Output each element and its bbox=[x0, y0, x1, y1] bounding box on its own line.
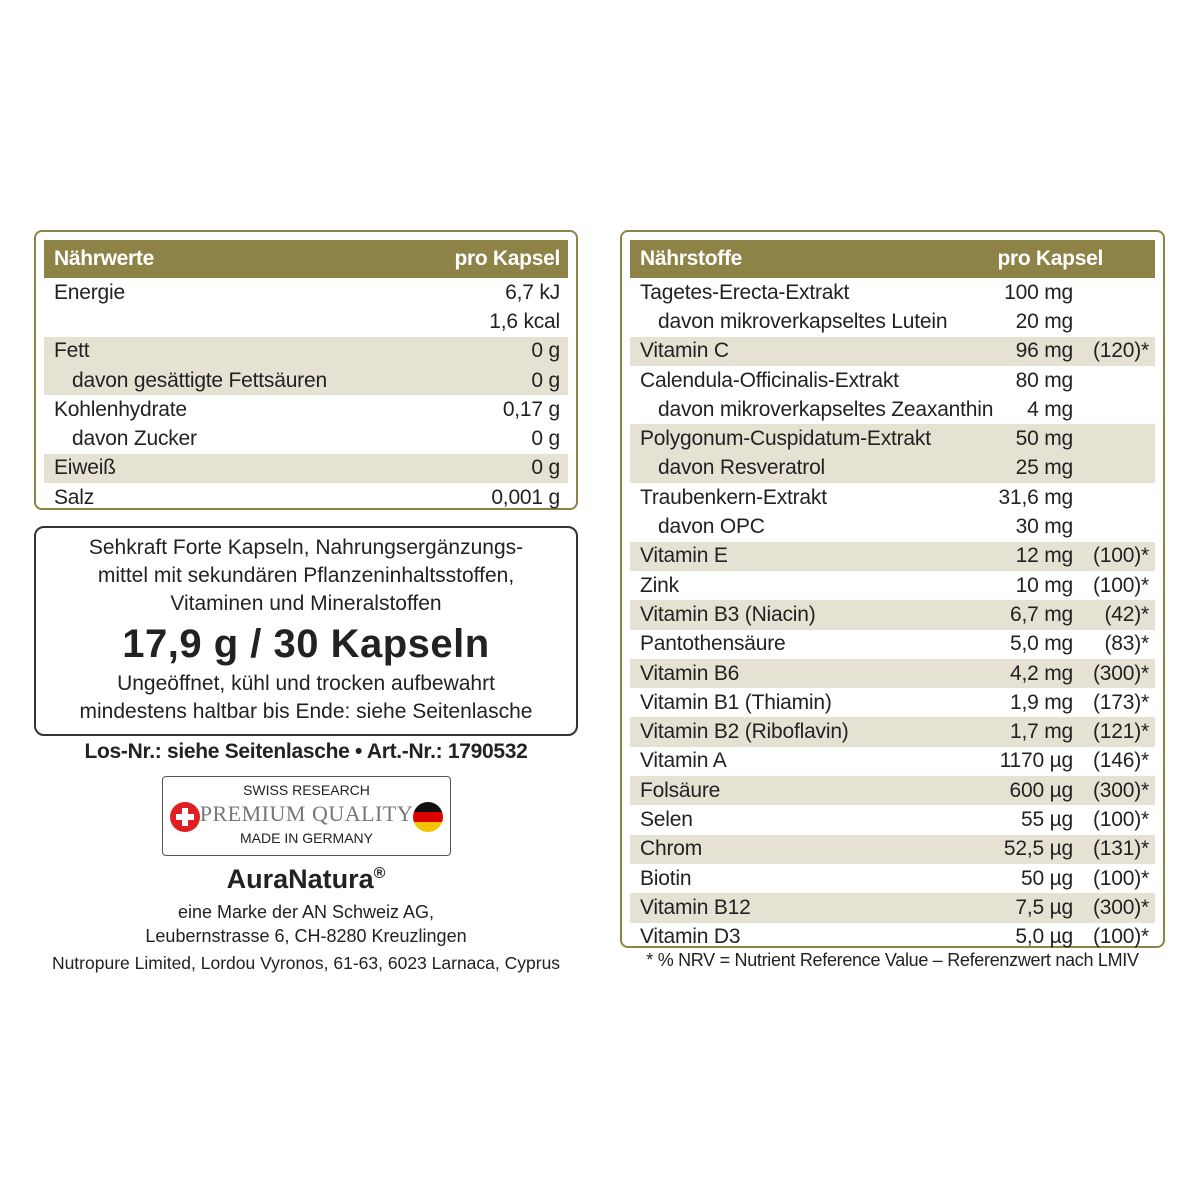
row-value: 0 g bbox=[531, 368, 560, 392]
table-row bbox=[630, 805, 1155, 834]
table-row bbox=[44, 366, 568, 395]
row-value: 5,0 µg bbox=[1015, 925, 1073, 949]
table-row bbox=[44, 337, 568, 366]
row-value: 52,5 µg bbox=[1003, 837, 1073, 861]
address-line: Leubernstrasse 6, CH-8280 Kreuzlingen bbox=[145, 926, 467, 946]
product-info-box bbox=[34, 526, 578, 736]
row-value: 1170 µg bbox=[999, 749, 1073, 773]
row-value: 25 mg bbox=[1015, 456, 1073, 480]
row-nrv: (300)* bbox=[1093, 778, 1149, 802]
row-value: 1,7 mg bbox=[1010, 720, 1073, 744]
row-nrv: (100)* bbox=[1093, 573, 1149, 597]
row-value: 1,6 kcal bbox=[489, 309, 560, 333]
table-row bbox=[630, 630, 1155, 659]
row-value: 55 µg bbox=[1021, 807, 1073, 831]
table-row bbox=[630, 747, 1155, 776]
product-quantity: 17,9 g / 30 Kapseln bbox=[122, 622, 490, 666]
row-nrv: (100)* bbox=[1093, 544, 1149, 568]
quality-badge bbox=[162, 776, 451, 856]
row-label: Eiweiß bbox=[54, 456, 116, 480]
row-nrv: (173)* bbox=[1093, 690, 1149, 714]
table-row bbox=[630, 512, 1155, 541]
row-label: Vitamin B2 (Riboflavin) bbox=[640, 720, 849, 744]
brand-label: AuraNatura bbox=[226, 864, 374, 894]
row-label: Polygonum-Cuspidatum-Extrakt bbox=[640, 427, 931, 451]
registered-mark: ® bbox=[373, 865, 386, 882]
product-description-line: mittel mit sekundären Pflanzeninhaltsstoffen, bbox=[97, 564, 515, 587]
row-label: Traubenkern-Extrakt bbox=[640, 485, 827, 509]
address-line: Nutropure Limited, Lordou Vyronos, 61-63, 6023 Larnaca, Cyprus bbox=[51, 953, 561, 973]
row-label: Vitamin C bbox=[640, 339, 729, 363]
table-row bbox=[630, 454, 1155, 483]
row-value: 0 g bbox=[531, 427, 560, 451]
swiss-flag-icon bbox=[169, 801, 201, 833]
row-value: 0,001 g bbox=[491, 485, 560, 509]
best-before-note: mindestens haltbar bis Ende: siehe Seitenlasche bbox=[79, 700, 533, 723]
row-value: 1,9 mg bbox=[1010, 690, 1073, 714]
row-value: 7,5 µg bbox=[1015, 895, 1073, 919]
naehrstoffe-header-unit: pro Kapsel bbox=[997, 247, 1103, 270]
naehrstoffe-header bbox=[630, 240, 1155, 278]
row-label: Vitamin E bbox=[640, 544, 728, 568]
row-label: Folsäure bbox=[640, 778, 721, 802]
row-label: Biotin bbox=[640, 866, 692, 890]
row-value: 80 mg bbox=[1015, 368, 1073, 392]
row-label: Salz bbox=[54, 485, 95, 509]
row-label: davon mikroverkapseltes Lutein bbox=[658, 309, 948, 333]
row-label: Chrom bbox=[640, 837, 703, 861]
table-row bbox=[630, 688, 1155, 717]
row-label: davon Resveratrol bbox=[658, 456, 826, 480]
address-line: eine Marke der AN Schweiz AG, bbox=[177, 902, 435, 922]
row-label: Fett bbox=[54, 339, 90, 363]
table-row bbox=[630, 659, 1155, 688]
table-row bbox=[630, 278, 1155, 307]
table-row bbox=[630, 307, 1155, 336]
row-value: 6,7 mg bbox=[1010, 602, 1073, 626]
row-label: Kohlenhydrate bbox=[54, 397, 187, 421]
row-value: 600 µg bbox=[1009, 778, 1073, 802]
table-row bbox=[630, 923, 1155, 952]
row-label: davon mikroverkapseltes Zeaxanthin bbox=[658, 397, 994, 421]
naehrwerte-header-unit: pro Kapsel bbox=[454, 247, 560, 270]
brand-name bbox=[34, 864, 578, 895]
row-value: 20 mg bbox=[1015, 309, 1073, 333]
german-flag-icon bbox=[412, 801, 444, 833]
row-label: Vitamin A bbox=[640, 749, 727, 773]
badge-top-text: SWISS RESEARCH bbox=[243, 782, 370, 798]
badge-bottom-text: MADE IN GERMANY bbox=[239, 830, 373, 846]
row-label: Vitamin B3 (Niacin) bbox=[640, 602, 816, 626]
table-row bbox=[630, 600, 1155, 629]
table-row bbox=[44, 278, 568, 307]
row-value: 100 mg bbox=[1004, 280, 1073, 304]
row-value: 30 mg bbox=[1015, 515, 1073, 539]
row-nrv: (121)* bbox=[1093, 720, 1149, 744]
row-label: Vitamin B12 bbox=[640, 895, 751, 919]
table-row bbox=[630, 542, 1155, 571]
table-row bbox=[44, 307, 568, 336]
storage-note: Ungeöffnet, kühl und trocken aufbewahrt bbox=[117, 672, 495, 695]
table-row bbox=[630, 337, 1155, 366]
row-label: davon OPC bbox=[658, 515, 765, 539]
row-nrv: (120)* bbox=[1093, 339, 1149, 363]
row-label: Vitamin B6 bbox=[640, 661, 740, 685]
row-label: Zink bbox=[640, 573, 679, 597]
row-value: 5,0 mg bbox=[1010, 632, 1073, 656]
table-row bbox=[630, 366, 1155, 395]
row-value: 0 g bbox=[531, 339, 560, 363]
row-value: 96 mg bbox=[1015, 339, 1073, 363]
naehrwerte-header bbox=[44, 240, 568, 278]
table-row bbox=[630, 893, 1155, 922]
row-value: 10 mg bbox=[1015, 573, 1073, 597]
lot-article-number: Los-Nr.: siehe Seitenlasche • Art.-Nr.: 1790532 bbox=[84, 740, 528, 763]
table-row bbox=[44, 483, 568, 512]
table-row bbox=[44, 395, 568, 424]
table-row bbox=[630, 776, 1155, 805]
row-label: Energie bbox=[54, 280, 125, 304]
naehrwerte-header-label: Nährwerte bbox=[54, 247, 155, 270]
table-row bbox=[630, 483, 1155, 512]
naehrstoffe-header-label: Nährstoffe bbox=[640, 247, 743, 270]
badge-middle-text: PREMIUM QUALITY bbox=[199, 801, 414, 826]
row-value: 12 mg bbox=[1015, 544, 1073, 568]
table-row bbox=[630, 571, 1155, 600]
naehrwerte-table bbox=[34, 230, 578, 510]
row-label: davon Zucker bbox=[72, 427, 197, 451]
table-row bbox=[630, 864, 1155, 893]
row-nrv: (300)* bbox=[1093, 661, 1149, 685]
row-nrv: (131)* bbox=[1093, 837, 1149, 861]
row-label: Selen bbox=[640, 807, 693, 831]
row-nrv: (100)* bbox=[1093, 925, 1149, 949]
row-value: 50 µg bbox=[1021, 866, 1073, 890]
row-nrv: (100)* bbox=[1093, 866, 1149, 890]
product-description-line: Sehkraft Forte Kapseln, Nahrungsergänzungs- bbox=[88, 536, 524, 559]
row-label: davon gesättigte Fettsäuren bbox=[72, 368, 327, 392]
nrv-footnote: * % NRV = Nutrient Reference Value – Referenzwert nach LMIV bbox=[646, 950, 1139, 970]
row-nrv: (100)* bbox=[1093, 807, 1149, 831]
table-row bbox=[44, 424, 568, 453]
row-value: 6,7 kJ bbox=[505, 280, 560, 304]
row-value: 50 mg bbox=[1015, 427, 1073, 451]
row-nrv: (42)* bbox=[1104, 602, 1149, 626]
row-nrv: (146)* bbox=[1093, 749, 1149, 773]
row-label: Calendula-Officinalis-Extrakt bbox=[640, 368, 899, 392]
table-row bbox=[630, 395, 1155, 424]
row-value: 4,2 mg bbox=[1010, 661, 1073, 685]
row-label: Vitamin B1 (Thiamin) bbox=[640, 690, 832, 714]
naehrstoffe-table bbox=[620, 230, 1165, 948]
naehrwerte-rows bbox=[44, 278, 568, 512]
table-row bbox=[44, 454, 568, 483]
row-value: 0 g bbox=[531, 456, 560, 480]
naehrstoffe-rows bbox=[630, 278, 1155, 952]
row-value: 4 mg bbox=[1027, 397, 1073, 421]
row-nrv: (83)* bbox=[1104, 632, 1149, 656]
row-label: Vitamin D3 bbox=[640, 925, 741, 949]
row-label: Pantothensäure bbox=[640, 632, 786, 656]
table-row bbox=[630, 835, 1155, 864]
table-row bbox=[630, 717, 1155, 746]
row-value: 0,17 g bbox=[502, 397, 560, 421]
product-description-line: Vitaminen und Mineralstoffen bbox=[170, 592, 442, 615]
row-value: 31,6 mg bbox=[998, 485, 1073, 509]
row-nrv: (300)* bbox=[1093, 895, 1149, 919]
table-row bbox=[630, 424, 1155, 453]
row-label: Tagetes-Erecta-Extrakt bbox=[640, 280, 850, 304]
